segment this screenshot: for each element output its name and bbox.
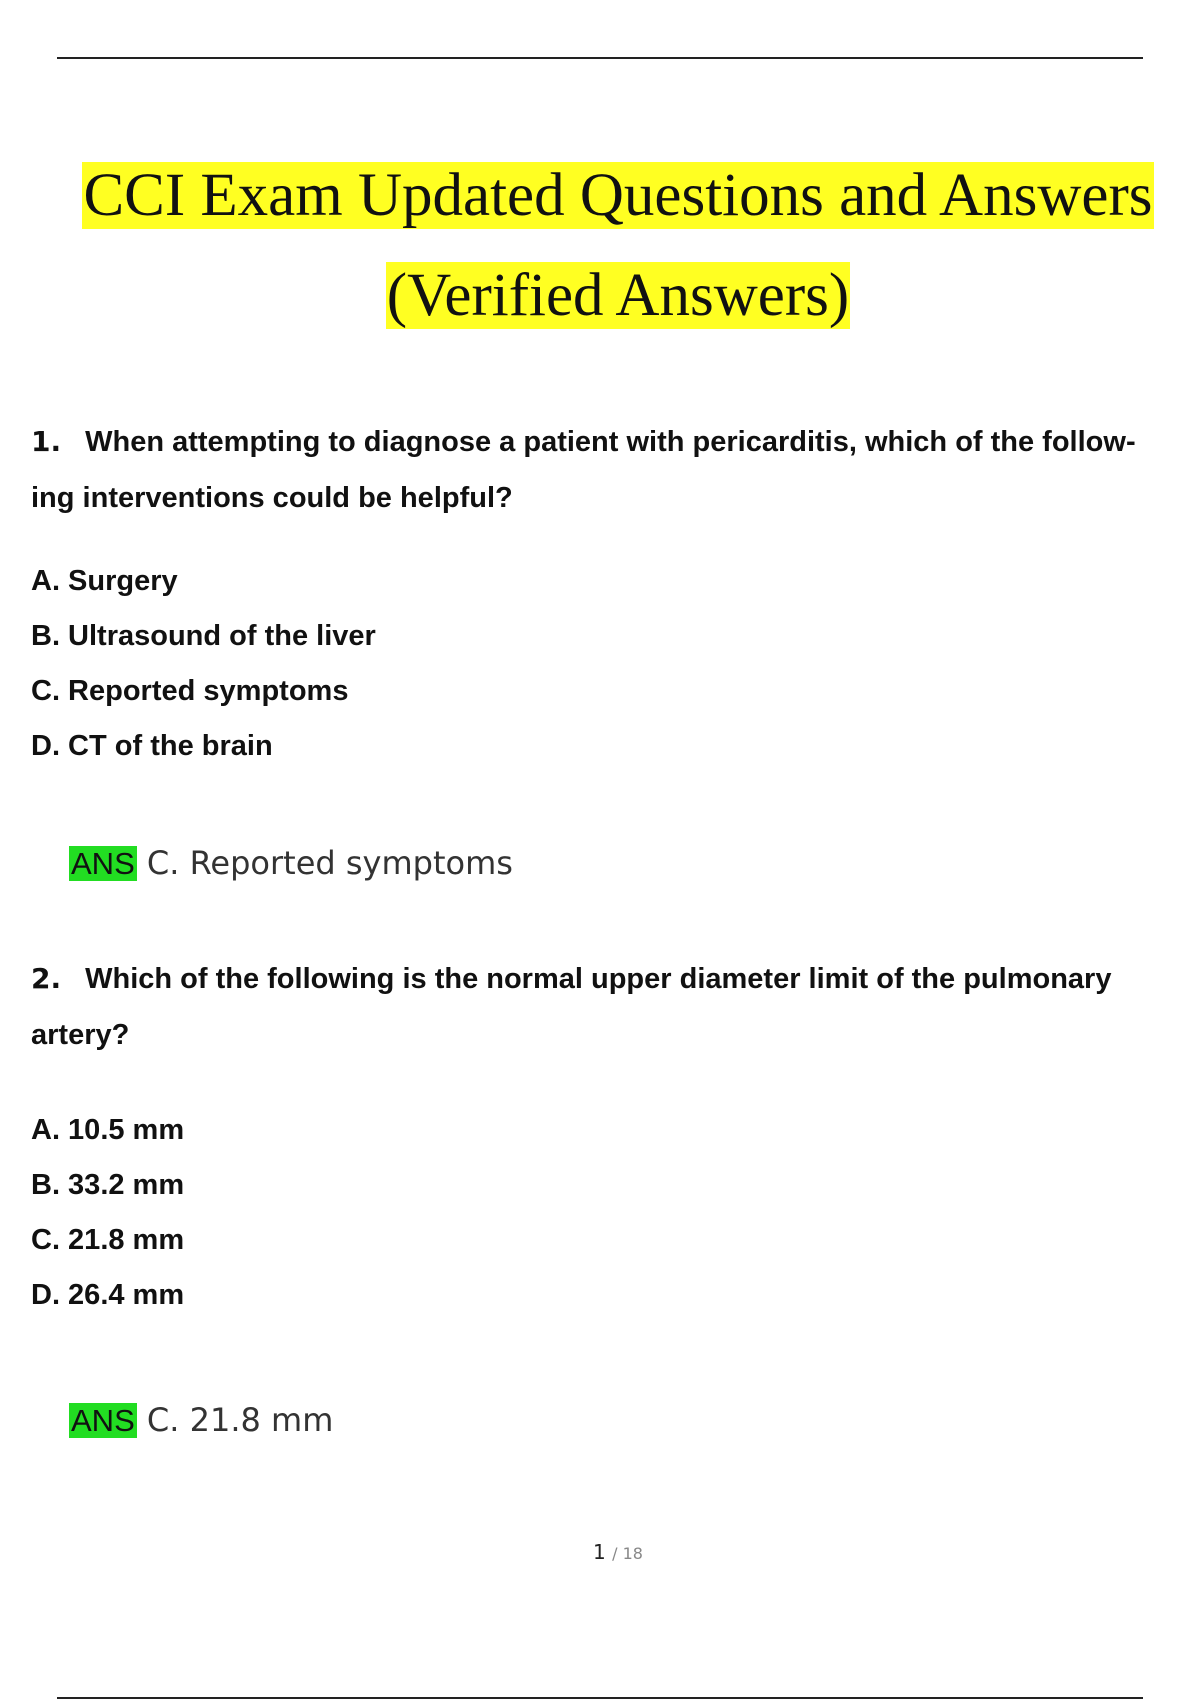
question-2-number: 2. (31, 962, 62, 995)
question-1-option-c: C. Reported symptoms (31, 675, 349, 707)
page-current: 1 (593, 1540, 606, 1564)
title-line-2-text: (Verified Answers) (386, 262, 850, 329)
title-line-1-text: CCI Exam Updated Questions and Answers (83, 162, 1153, 229)
question-1-option-b: B. Ultrasound of the liver (31, 620, 376, 652)
question-2-option-a: A. 10.5 mm (31, 1114, 185, 1146)
question-1-title (31, 414, 1161, 526)
question-1-options (31, 554, 1161, 774)
question-1-answer-text: C. Reported symptoms (146, 844, 513, 882)
question-2-title (31, 951, 1161, 1063)
page-indicator (0, 1540, 1200, 1564)
question-1-text: When attempting to diagnose a patient with pericarditis, which of the follow- ing interventions could be helpful? (31, 426, 1136, 514)
question-1-option-a: A. Surgery (31, 565, 178, 597)
question-2-option-c: C. 21.8 mm (31, 1224, 185, 1256)
question-1-number: 1. (31, 425, 62, 458)
question-2-option-d: D. 26.4 mm (31, 1279, 185, 1311)
question-1-answer-tag: ANS (71, 846, 135, 881)
question-2-options (31, 1103, 1161, 1323)
title-line-2 (0, 246, 1200, 346)
question-1-option-d: D. CT of the brain (31, 730, 273, 762)
page-total: / 18 (612, 1544, 643, 1563)
document-title (0, 146, 1200, 346)
question-1-answer (69, 843, 513, 884)
title-line-1 (0, 146, 1200, 246)
bottom-rule (57, 1697, 1143, 1699)
question-1 (31, 414, 1161, 774)
question-2-answer-text: C. 21.8 mm (146, 1401, 334, 1439)
question-2 (31, 951, 1161, 1323)
question-2-answer (69, 1400, 333, 1441)
question-2-text: Which of the following is the normal upper diameter limit of the pulmonary artery? (31, 963, 1112, 1051)
question-2-option-b: B. 33.2 mm (31, 1169, 185, 1201)
question-2-answer-tag: ANS (71, 1403, 135, 1438)
top-rule (57, 57, 1143, 59)
